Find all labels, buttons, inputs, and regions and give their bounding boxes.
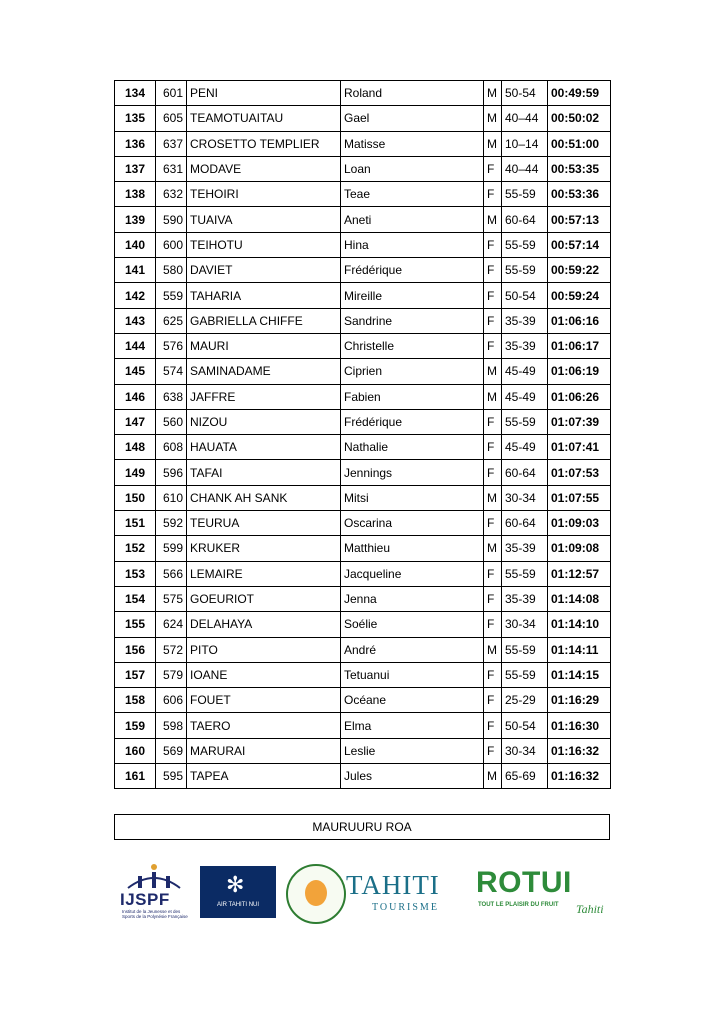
last-name-cell: TEURUA xyxy=(187,511,341,536)
table-row xyxy=(115,485,611,510)
time-cell: 01:06:26 xyxy=(548,384,611,409)
first-name-cell: Elma xyxy=(341,713,484,738)
time-cell: 01:09:03 xyxy=(548,511,611,536)
rank-cell: 136 xyxy=(115,131,156,156)
bib-cell: 579 xyxy=(156,662,187,687)
rank-cell: 153 xyxy=(115,561,156,586)
bib-cell: 575 xyxy=(156,586,187,611)
category-cell: 50-54 xyxy=(502,283,548,308)
last-name-cell: MODAVE xyxy=(187,156,341,181)
last-name-cell: PITO xyxy=(187,637,341,662)
category-cell: 45-49 xyxy=(502,435,548,460)
time-cell: 01:09:08 xyxy=(548,536,611,561)
category-cell: 35-39 xyxy=(502,586,548,611)
last-name-cell: DELAHAYA xyxy=(187,612,341,637)
last-name-cell: LEMAIRE xyxy=(187,561,341,586)
category-cell: 60-64 xyxy=(502,460,548,485)
sex-cell: F xyxy=(484,308,502,333)
sex-cell: M xyxy=(484,207,502,232)
last-name-cell: CROSETTO TEMPLIER xyxy=(187,131,341,156)
category-cell: 60-64 xyxy=(502,511,548,536)
category-cell: 55-59 xyxy=(502,561,548,586)
air-tahiti-nui-logo xyxy=(200,866,276,918)
first-name-cell: André xyxy=(341,637,484,662)
rank-cell: 139 xyxy=(115,207,156,232)
first-name-cell: Jules xyxy=(341,764,484,789)
table-row xyxy=(115,409,611,434)
sex-cell: F xyxy=(484,713,502,738)
first-name-cell: Hina xyxy=(341,232,484,257)
rank-cell: 159 xyxy=(115,713,156,738)
table-row xyxy=(115,561,611,586)
rotui-script: Tahiti xyxy=(576,902,604,916)
rank-cell: 144 xyxy=(115,333,156,358)
table-row xyxy=(115,612,611,637)
rank-cell: 154 xyxy=(115,586,156,611)
category-cell: 30-34 xyxy=(502,485,548,510)
sponsor-logos xyxy=(118,862,608,924)
table-row xyxy=(115,586,611,611)
time-cell: 01:16:30 xyxy=(548,713,611,738)
last-name-cell: KRUKER xyxy=(187,536,341,561)
time-cell: 01:06:19 xyxy=(548,359,611,384)
sex-cell: F xyxy=(484,283,502,308)
seal-fruit xyxy=(305,880,327,906)
category-cell: 45-49 xyxy=(502,359,548,384)
first-name-cell: Christelle xyxy=(341,333,484,358)
rank-cell: 137 xyxy=(115,156,156,181)
category-cell: 50-54 xyxy=(502,81,548,106)
rank-cell: 142 xyxy=(115,283,156,308)
first-name-cell: Roland xyxy=(341,81,484,106)
table-row xyxy=(115,156,611,181)
rank-cell: 155 xyxy=(115,612,156,637)
tahiti-tourisme-name: TAHITI xyxy=(346,870,440,900)
bib-cell: 637 xyxy=(156,131,187,156)
last-name-cell: DAVIET xyxy=(187,258,341,283)
table-row xyxy=(115,232,611,257)
rank-cell: 138 xyxy=(115,182,156,207)
tahiti-tourisme-logo xyxy=(346,862,472,924)
first-name-cell: Ciprien xyxy=(341,359,484,384)
time-cell: 01:16:32 xyxy=(548,738,611,763)
sex-cell: F xyxy=(484,333,502,358)
sex-cell: M xyxy=(484,81,502,106)
category-cell: 65-69 xyxy=(502,764,548,789)
category-cell: 35-39 xyxy=(502,333,548,358)
rank-cell: 161 xyxy=(115,764,156,789)
table-row xyxy=(115,258,611,283)
sex-cell: M xyxy=(484,485,502,510)
category-cell: 35-39 xyxy=(502,536,548,561)
bib-cell: 631 xyxy=(156,156,187,181)
rank-cell: 140 xyxy=(115,232,156,257)
table-row xyxy=(115,536,611,561)
bib-cell: 638 xyxy=(156,384,187,409)
first-name-cell: Frédérique xyxy=(341,258,484,283)
time-cell: 01:07:41 xyxy=(548,435,611,460)
rank-cell: 141 xyxy=(115,258,156,283)
table-row xyxy=(115,688,611,713)
ijspf-subtitle: Institut de la Jeunesse et des Sports de la Polynésie Française xyxy=(122,909,188,919)
bib-cell: 625 xyxy=(156,308,187,333)
category-cell: 55-59 xyxy=(502,182,548,207)
air-tahiti-nui-name: AIR TAHITI NUI xyxy=(216,902,260,908)
bib-cell: 608 xyxy=(156,435,187,460)
first-name-cell: Gael xyxy=(341,106,484,131)
table-row xyxy=(115,283,611,308)
time-cell: 00:53:35 xyxy=(548,156,611,181)
table-row xyxy=(115,384,611,409)
category-cell: 55-59 xyxy=(502,409,548,434)
last-name-cell: JAFFRE xyxy=(187,384,341,409)
bib-cell: 596 xyxy=(156,460,187,485)
time-cell: 00:57:13 xyxy=(548,207,611,232)
last-name-cell: GOEURIOT xyxy=(187,586,341,611)
last-name-cell: TAFAI xyxy=(187,460,341,485)
bib-cell: 598 xyxy=(156,713,187,738)
last-name-cell: TEHOIRI xyxy=(187,182,341,207)
category-cell: 55-59 xyxy=(502,637,548,662)
sex-cell: F xyxy=(484,182,502,207)
tiare-flower-icon: ✻ xyxy=(226,872,245,897)
sex-cell: F xyxy=(484,156,502,181)
rank-cell: 143 xyxy=(115,308,156,333)
category-cell: 50-54 xyxy=(502,713,548,738)
last-name-cell: PENI xyxy=(187,81,341,106)
time-cell: 01:16:29 xyxy=(548,688,611,713)
table-row xyxy=(115,131,611,156)
sex-cell: F xyxy=(484,612,502,637)
first-name-cell: Loan xyxy=(341,156,484,181)
category-cell: 30-34 xyxy=(502,612,548,637)
rank-cell: 135 xyxy=(115,106,156,131)
time-cell: 01:12:57 xyxy=(548,561,611,586)
rank-cell: 146 xyxy=(115,384,156,409)
rank-cell: 145 xyxy=(115,359,156,384)
table-row xyxy=(115,182,611,207)
sex-cell: F xyxy=(484,511,502,536)
rank-cell: 157 xyxy=(115,662,156,687)
last-name-cell: CHANK AH SANK xyxy=(187,485,341,510)
bib-cell: 606 xyxy=(156,688,187,713)
sex-cell: F xyxy=(484,409,502,434)
first-name-cell: Mitsi xyxy=(341,485,484,510)
sex-cell: M xyxy=(484,359,502,384)
time-cell: 00:59:22 xyxy=(548,258,611,283)
sex-cell: F xyxy=(484,258,502,283)
time-cell: 00:50:02 xyxy=(548,106,611,131)
time-cell: 00:59:24 xyxy=(548,283,611,308)
bib-cell: 605 xyxy=(156,106,187,131)
table-row xyxy=(115,207,611,232)
sex-cell: M xyxy=(484,106,502,131)
bib-cell: 560 xyxy=(156,409,187,434)
category-cell: 30-34 xyxy=(502,738,548,763)
table-row xyxy=(115,359,611,384)
bib-cell: 572 xyxy=(156,637,187,662)
bib-cell: 595 xyxy=(156,764,187,789)
ijspf-name: IJSPF xyxy=(120,890,170,909)
rank-cell: 147 xyxy=(115,409,156,434)
rank-cell: 158 xyxy=(115,688,156,713)
first-name-cell: Leslie xyxy=(341,738,484,763)
sex-cell: F xyxy=(484,460,502,485)
last-name-cell: HAUATA xyxy=(187,435,341,460)
last-name-cell: TEAMOTUAITAU xyxy=(187,106,341,131)
table-row xyxy=(115,764,611,789)
rotui-logo xyxy=(476,862,608,924)
bib-cell: 576 xyxy=(156,333,187,358)
bib-cell: 599 xyxy=(156,536,187,561)
rank-cell: 148 xyxy=(115,435,156,460)
first-name-cell: Jenna xyxy=(341,586,484,611)
tahiti-tourisme-sub: TOURISME xyxy=(372,902,439,913)
first-name-cell: Mireille xyxy=(341,283,484,308)
bib-cell: 559 xyxy=(156,283,187,308)
time-cell: 00:53:36 xyxy=(548,182,611,207)
table-row xyxy=(115,435,611,460)
bib-cell: 632 xyxy=(156,182,187,207)
sex-cell: M xyxy=(484,384,502,409)
sex-cell: F xyxy=(484,662,502,687)
last-name-cell: TUAIVA xyxy=(187,207,341,232)
first-name-cell: Aneti xyxy=(341,207,484,232)
time-cell: 01:06:16 xyxy=(548,308,611,333)
commune-seal-icon xyxy=(286,864,346,924)
table-row xyxy=(115,662,611,687)
last-name-cell: MARURAI xyxy=(187,738,341,763)
time-cell: 00:51:00 xyxy=(548,131,611,156)
bib-cell: 624 xyxy=(156,612,187,637)
first-name-cell: Matisse xyxy=(341,131,484,156)
category-cell: 45-49 xyxy=(502,384,548,409)
table-row xyxy=(115,637,611,662)
category-cell: 55-59 xyxy=(502,258,548,283)
last-name-cell: MAURI xyxy=(187,333,341,358)
first-name-cell: Océane xyxy=(341,688,484,713)
first-name-cell: Matthieu xyxy=(341,536,484,561)
time-cell: 01:07:53 xyxy=(548,460,611,485)
category-cell: 35-39 xyxy=(502,308,548,333)
sex-cell: M xyxy=(484,536,502,561)
ijspf-logo xyxy=(118,862,190,924)
first-name-cell: Oscarina xyxy=(341,511,484,536)
last-name-cell: FOUET xyxy=(187,688,341,713)
first-name-cell: Soélie xyxy=(341,612,484,637)
bib-cell: 592 xyxy=(156,511,187,536)
rank-cell: 150 xyxy=(115,485,156,510)
bib-cell: 590 xyxy=(156,207,187,232)
sex-cell: F xyxy=(484,435,502,460)
time-cell: 01:07:55 xyxy=(548,485,611,510)
time-cell: 01:14:15 xyxy=(548,662,611,687)
sex-cell: M xyxy=(484,764,502,789)
rank-cell: 151 xyxy=(115,511,156,536)
thanks-box xyxy=(114,814,610,840)
first-name-cell: Fabien xyxy=(341,384,484,409)
bib-cell: 601 xyxy=(156,81,187,106)
last-name-cell: TAHARIA xyxy=(187,283,341,308)
bib-cell: 566 xyxy=(156,561,187,586)
category-cell: 60-64 xyxy=(502,207,548,232)
thanks-text: MAURUURU ROA xyxy=(312,820,412,834)
category-cell: 40–44 xyxy=(502,156,548,181)
sex-cell: M xyxy=(484,637,502,662)
rank-cell: 156 xyxy=(115,637,156,662)
last-name-cell: IOANE xyxy=(187,662,341,687)
category-cell: 25-29 xyxy=(502,688,548,713)
first-name-cell: Sandrine xyxy=(341,308,484,333)
bib-cell: 580 xyxy=(156,258,187,283)
rank-cell: 149 xyxy=(115,460,156,485)
first-name-cell: Jennings xyxy=(341,460,484,485)
bib-cell: 600 xyxy=(156,232,187,257)
bib-cell: 569 xyxy=(156,738,187,763)
time-cell: 01:16:32 xyxy=(548,764,611,789)
table-row xyxy=(115,106,611,131)
category-cell: 40–44 xyxy=(502,106,548,131)
last-name-cell: GABRIELLA CHIFFE xyxy=(187,308,341,333)
rotui-tagline: TOUT LE PLAISIR DU FRUIT xyxy=(478,902,559,908)
first-name-cell: Nathalie xyxy=(341,435,484,460)
time-cell: 00:49:59 xyxy=(548,81,611,106)
table-row xyxy=(115,333,611,358)
rank-cell: 160 xyxy=(115,738,156,763)
table-row xyxy=(115,713,611,738)
results-table xyxy=(114,80,611,789)
table-row xyxy=(115,81,611,106)
table-row xyxy=(115,511,611,536)
last-name-cell: TAERO xyxy=(187,713,341,738)
rank-cell: 134 xyxy=(115,81,156,106)
bib-cell: 574 xyxy=(156,359,187,384)
last-name-cell: SAMINADAME xyxy=(187,359,341,384)
sex-cell: M xyxy=(484,131,502,156)
bib-cell: 610 xyxy=(156,485,187,510)
time-cell: 01:14:11 xyxy=(548,637,611,662)
table-row xyxy=(115,738,611,763)
first-name-cell: Teae xyxy=(341,182,484,207)
category-cell: 55-59 xyxy=(502,232,548,257)
sex-cell: F xyxy=(484,738,502,763)
last-name-cell: TEIHOTU xyxy=(187,232,341,257)
time-cell: 01:07:39 xyxy=(548,409,611,434)
sex-cell: F xyxy=(484,232,502,257)
rotui-name: ROTUI xyxy=(476,866,572,899)
first-name-cell: Frédérique xyxy=(341,409,484,434)
rank-cell: 152 xyxy=(115,536,156,561)
category-cell: 55-59 xyxy=(502,662,548,687)
last-name-cell: NIZOU xyxy=(187,409,341,434)
first-name-cell: Tetuanui xyxy=(341,662,484,687)
first-name-cell: Jacqueline xyxy=(341,561,484,586)
sex-cell: F xyxy=(484,586,502,611)
time-cell: 00:57:14 xyxy=(548,232,611,257)
time-cell: 01:06:17 xyxy=(548,333,611,358)
results-table-body xyxy=(115,81,611,789)
category-cell: 10–14 xyxy=(502,131,548,156)
stadium-icon xyxy=(124,862,184,892)
table-row xyxy=(115,460,611,485)
last-name-cell: TAPEA xyxy=(187,764,341,789)
time-cell: 01:14:10 xyxy=(548,612,611,637)
sex-cell: F xyxy=(484,688,502,713)
table-row xyxy=(115,308,611,333)
sex-cell: F xyxy=(484,561,502,586)
time-cell: 01:14:08 xyxy=(548,586,611,611)
